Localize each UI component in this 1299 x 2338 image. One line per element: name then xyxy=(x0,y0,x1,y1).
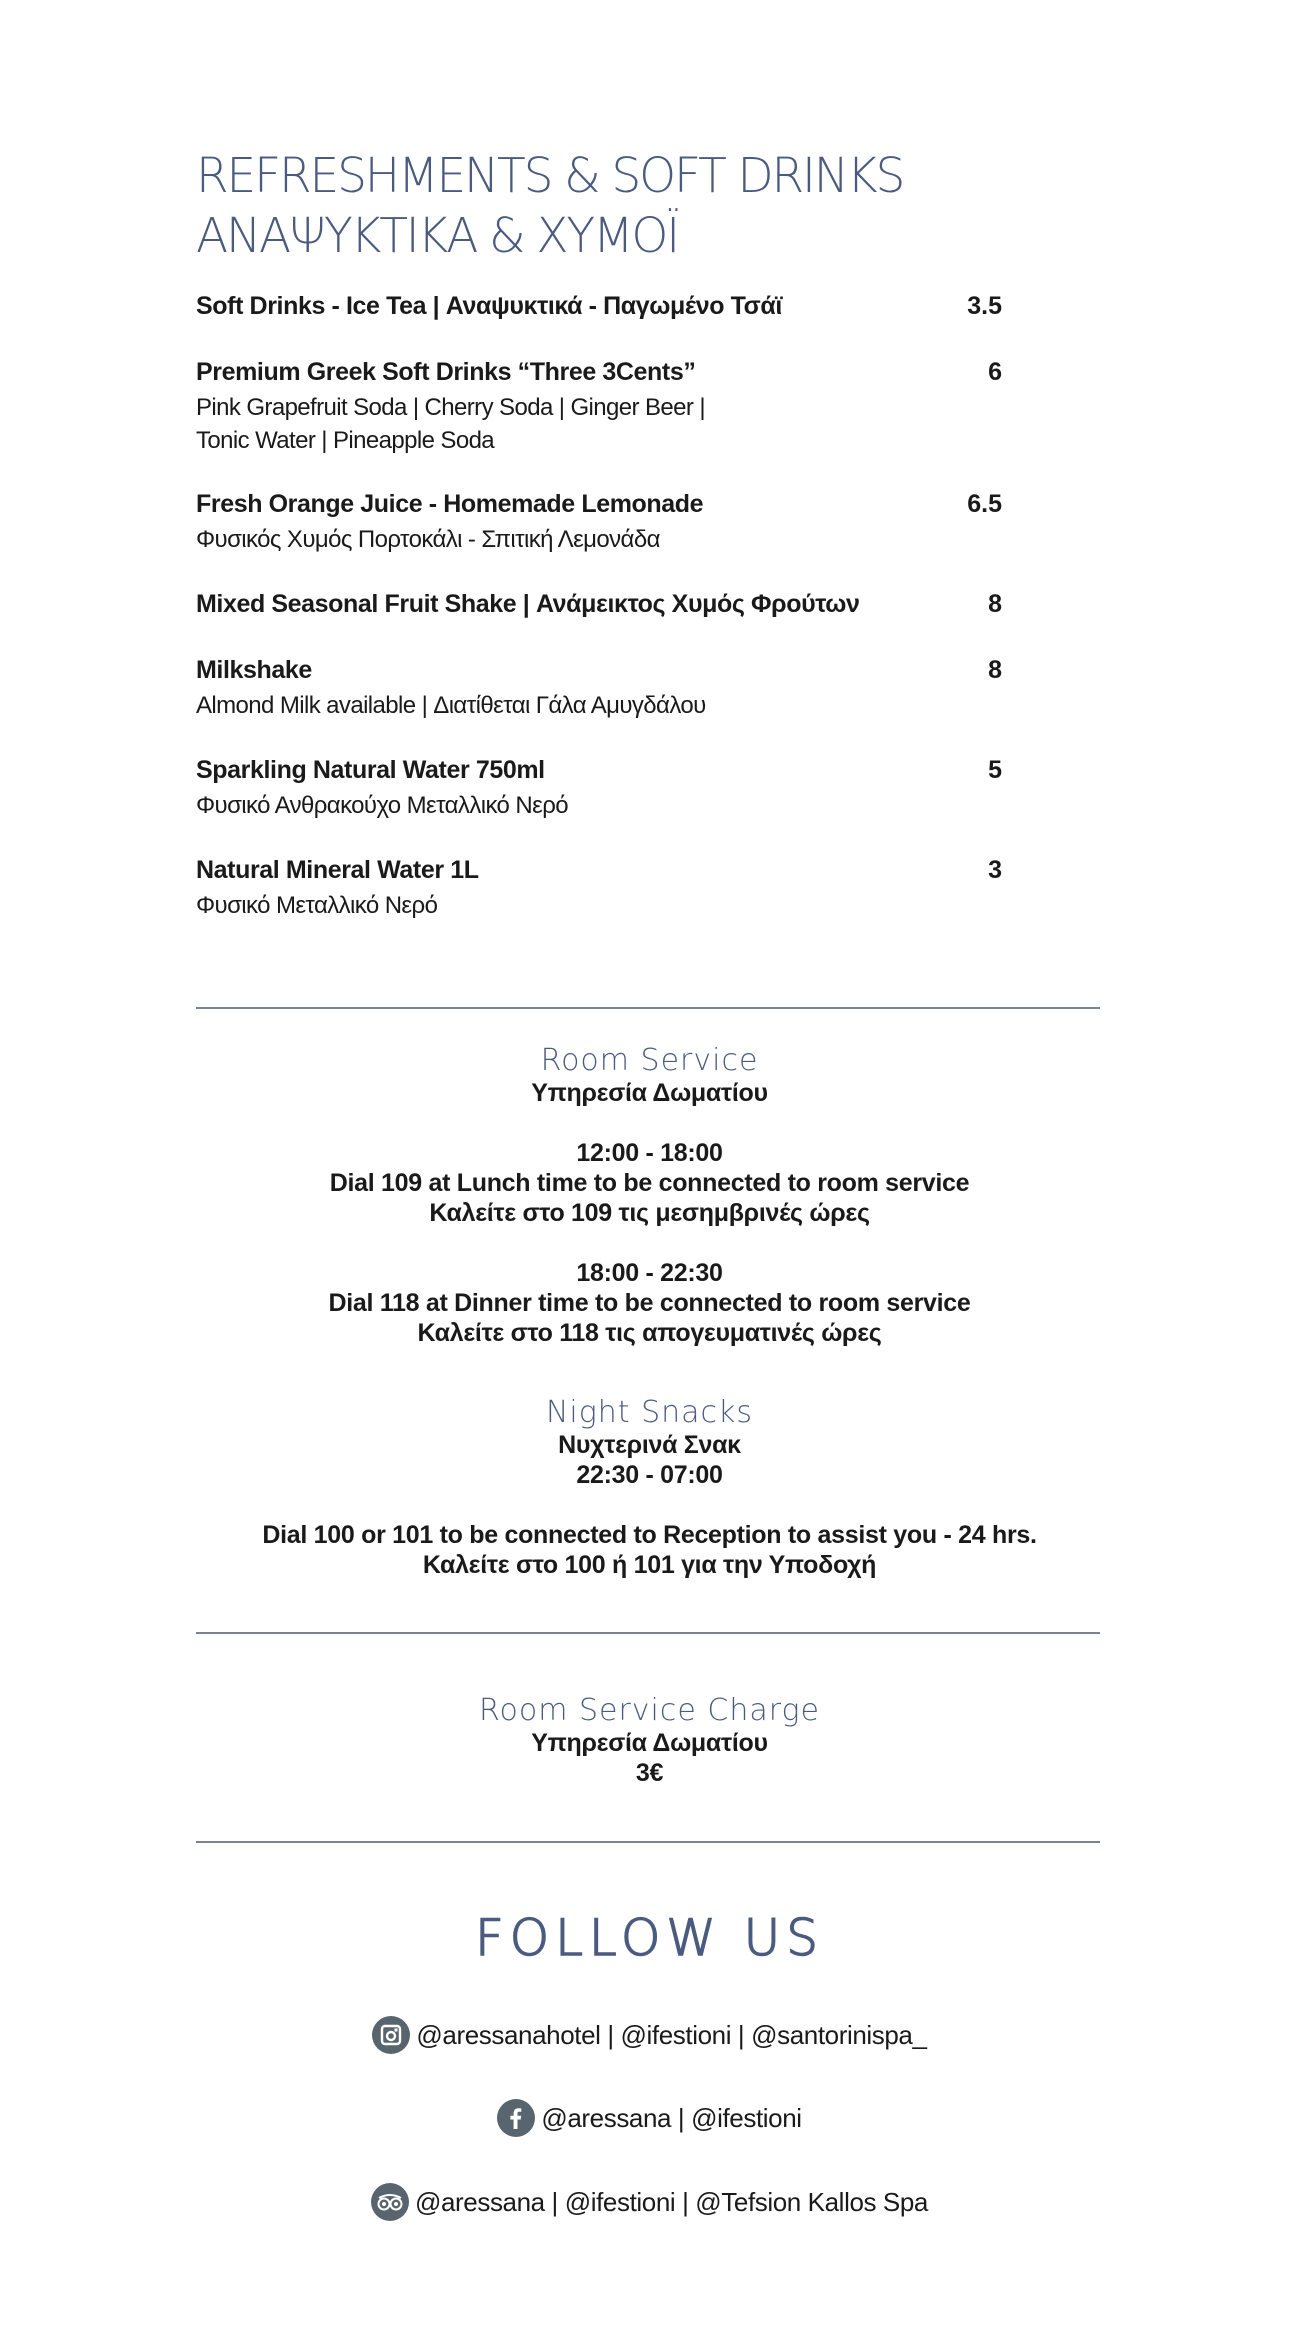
item-description: Φυσικός Χυμός Πορτοκάλι - Σπιτική Λεμονάδα xyxy=(196,526,660,553)
item-description: Φυσικό Μεταλλικό Νερό xyxy=(196,892,438,919)
room-service-subtitle: Υπηρεσία Δωματίου xyxy=(531,1079,768,1107)
instagram-icon[interactable] xyxy=(372,2016,410,2054)
divider xyxy=(196,1632,1100,1634)
dinner-dial-gr: Καλείτε στο 118 τις απογευματινές ώρες xyxy=(417,1319,882,1347)
reception-dial-en: Dial 100 or 101 to be connected to Reception to assist you - 24 hrs. xyxy=(262,1521,1037,1549)
instagram-row xyxy=(0,2016,1299,2054)
heading-greek: ΑΝΑΨΥΚΤΙΚΑ & ΧΥΜΟΪ xyxy=(196,208,679,264)
section-heading xyxy=(196,146,903,266)
reception-dial-gr: Καλείτε στο 100 ή 101 για την Υποδοχή xyxy=(422,1551,877,1579)
menu-item xyxy=(196,358,1002,457)
item-price: 8 xyxy=(988,590,1002,618)
menu-item xyxy=(196,590,1002,619)
item-name: Natural Mineral Water 1L xyxy=(196,856,479,884)
item-price: 5 xyxy=(988,756,1002,784)
night-snacks-title: Night Snacks xyxy=(545,1395,754,1430)
charge-subtitle: Υπηρεσία Δωματίου xyxy=(531,1729,768,1757)
menu-item xyxy=(196,490,1002,556)
item-name: Sparkling Natural Water 750ml xyxy=(196,756,545,784)
item-price: 3 xyxy=(988,856,1002,884)
lunch-hours: 12:00 - 18:00 xyxy=(576,1139,723,1167)
facebook-handles[interactable]: @aressana | @ifestioni xyxy=(541,2102,802,2133)
item-description: Pink Grapefruit Soda | Cherry Soda | Ginger Beer | Tonic Water | Pineapple Soda xyxy=(196,394,705,454)
menu-item xyxy=(196,856,1002,922)
night-snacks-hours: 22:30 - 07:00 xyxy=(576,1461,723,1489)
instagram-handles[interactable]: @aressanahotel | @ifestioni | @santorinispa_ xyxy=(416,2019,927,2050)
item-price: 6 xyxy=(988,358,1002,386)
item-name: Premium Greek Soft Drinks “Three 3Cents” xyxy=(196,358,696,386)
menu-item xyxy=(196,292,1002,321)
divider xyxy=(196,1841,1100,1843)
facebook-row xyxy=(0,2099,1299,2137)
charge-amount: 3€ xyxy=(635,1759,664,1787)
tripadvisor-row xyxy=(0,2183,1299,2221)
heading-english: REFRESHMENTS & SOFT DRINKS xyxy=(196,148,904,204)
menu-item xyxy=(196,756,1002,822)
lunch-dial-gr: Καλείτε στο 109 τις μεσημβρινές ώρες xyxy=(429,1199,870,1227)
dinner-hours: 18:00 - 22:30 xyxy=(576,1259,723,1287)
item-price: 3.5 xyxy=(967,292,1002,320)
divider xyxy=(196,1007,1100,1009)
tripadvisor-icon[interactable] xyxy=(371,2183,409,2221)
item-description: Almond Milk available | Διατίθεται Γάλα Αμυγδάλου xyxy=(196,692,706,719)
item-name: Soft Drinks - Ice Tea | Αναψυκτικά - Παγωμένο Τσάϊ xyxy=(196,292,782,320)
item-name: Mixed Seasonal Fruit Shake | Ανάμεικτος Χυμός Φρούτων xyxy=(196,590,860,618)
item-price: 6.5 xyxy=(967,490,1002,518)
night-snacks-section xyxy=(0,1396,1299,1580)
room-service-charge-section xyxy=(0,1694,1299,1788)
room-service-title: Room Service xyxy=(540,1043,759,1078)
night-snacks-subtitle: Νυχτερινά Σνακ xyxy=(558,1431,741,1459)
dinner-dial-en: Dial 118 at Dinner time to be connected to room service xyxy=(328,1289,971,1317)
item-name: Milkshake xyxy=(196,656,312,684)
menu-item xyxy=(196,656,1002,722)
room-service-section xyxy=(0,1044,1299,1348)
item-description: Φυσικό Ανθρακούχο Μεταλλικό Νερό xyxy=(196,792,569,819)
charge-title: Room Service Charge xyxy=(479,1693,820,1728)
follow-us-title: FOLLOW US xyxy=(474,1909,825,1967)
item-name: Fresh Orange Juice - Homemade Lemonade xyxy=(196,490,704,518)
facebook-icon[interactable] xyxy=(497,2099,535,2137)
item-price: 8 xyxy=(988,656,1002,684)
lunch-dial-en: Dial 109 at Lunch time to be connected to room service xyxy=(329,1169,970,1197)
tripadvisor-handles[interactable]: @aressana | @ifestioni | @Tefsion Kallos Spa xyxy=(414,2186,928,2217)
